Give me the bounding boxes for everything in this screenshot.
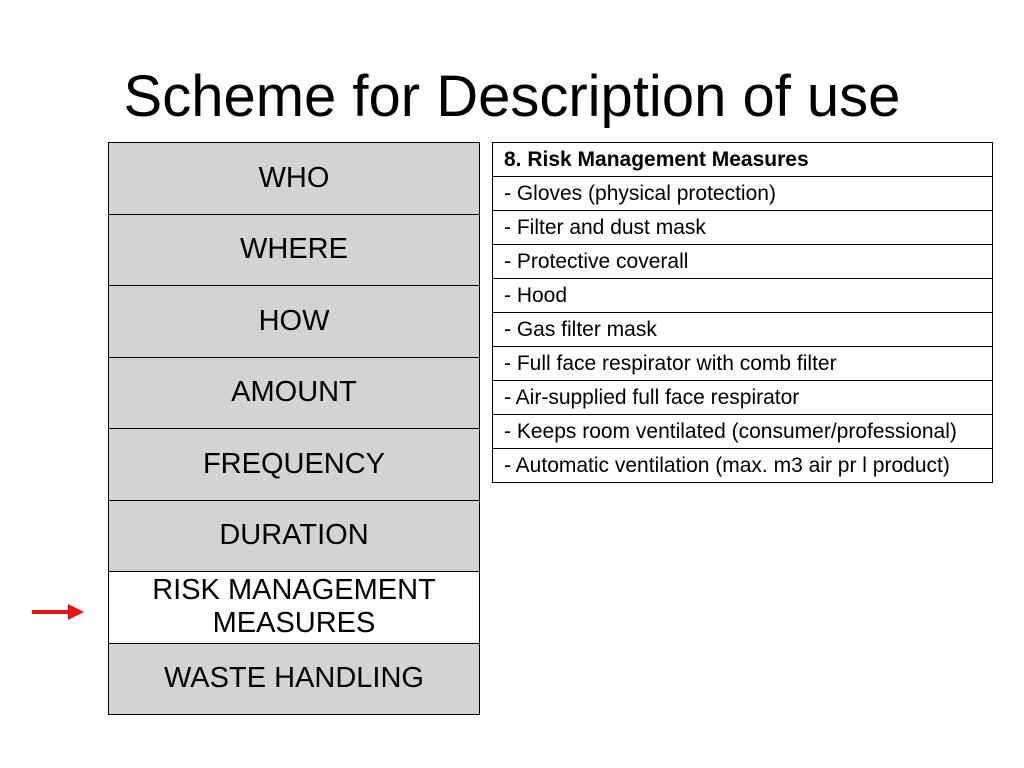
table-cell: - Keeps room ventilated (consumer/professional)	[493, 415, 993, 449]
table-header-cell: 8. Risk Management Measures	[493, 143, 993, 177]
table-cell: - Air-supplied full face respirator	[493, 381, 993, 415]
slide-title: Scheme for Description of use	[123, 64, 901, 129]
table-row	[493, 347, 993, 381]
step-how: HOW	[108, 285, 480, 358]
table-row	[493, 381, 993, 415]
step-risk-management-measures: RISK MANAGEMENT MEASURES	[108, 571, 480, 644]
table-row	[493, 245, 993, 279]
table-cell: - Protective coverall	[493, 245, 993, 279]
table-cell: - Automatic ventilation (max. m3 air pr l product)	[493, 449, 993, 483]
table-row	[493, 177, 993, 211]
description-scheme-list	[108, 142, 480, 715]
table-cell: - Hood	[493, 279, 993, 313]
step-frequency: FREQUENCY	[108, 428, 480, 501]
table-cell: - Gas filter mask	[493, 313, 993, 347]
current-step-arrow-icon	[32, 602, 84, 622]
step-where: WHERE	[108, 214, 480, 287]
risk-management-table	[492, 142, 993, 483]
table-cell: - Full face respirator with comb filter	[493, 347, 993, 381]
table-row	[493, 211, 993, 245]
table-header-row	[493, 143, 993, 177]
table-cell: - Gloves (physical protection)	[493, 177, 993, 211]
table-row	[493, 279, 993, 313]
step-amount: AMOUNT	[108, 357, 480, 430]
table-row	[493, 415, 993, 449]
table-row	[493, 449, 993, 483]
step-waste-handling: WASTE HANDLING	[108, 643, 480, 716]
table-cell: - Filter and dust mask	[493, 211, 993, 245]
step-who: WHO	[108, 142, 480, 215]
step-duration: DURATION	[108, 500, 480, 573]
table-row	[493, 313, 993, 347]
